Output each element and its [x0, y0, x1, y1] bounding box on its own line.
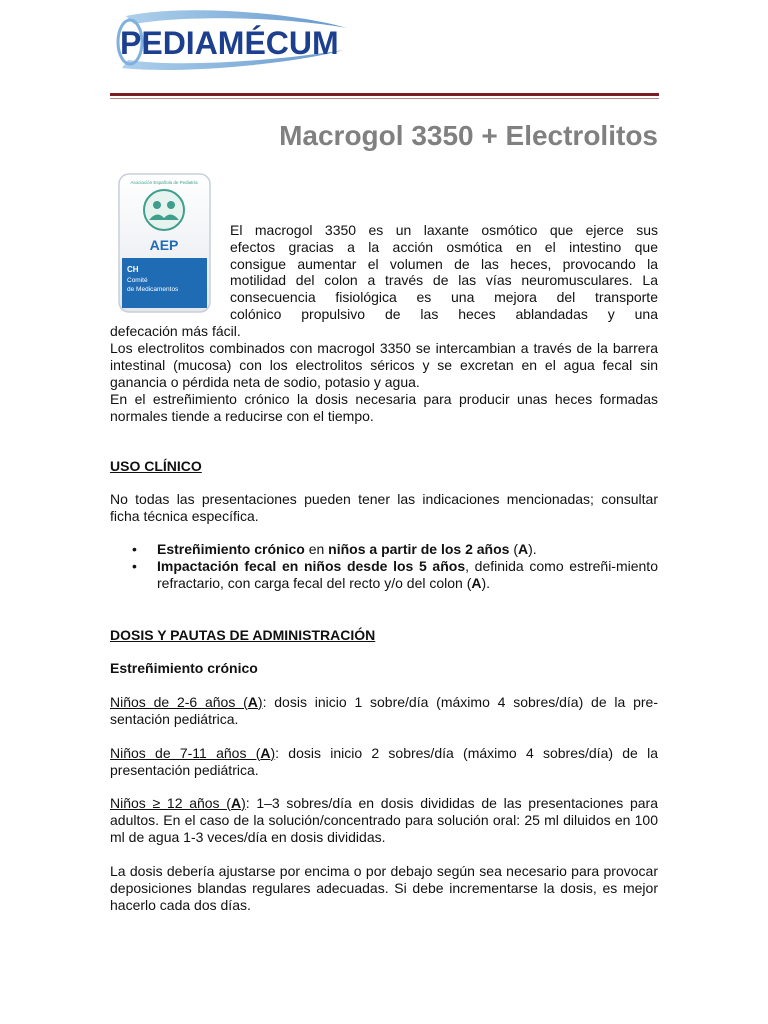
evidence-grade: A [230, 795, 242, 811]
intro-tail: defecación más fácil. [110, 323, 241, 339]
dose-text: : 1–3 sobres/día en dosis divididas de las presentaciones para adultos. En el caso de la solución/concentrado para solución oral: 25 ml diluidos en 100 ml de agua 1-3 veces/día en dosis divididas. [110, 795, 658, 845]
badge-acronym: AEP [149, 237, 179, 253]
list-item [110, 558, 658, 592]
indication-age: niños a partir de los 2 años [328, 541, 510, 557]
indication-text: ). [481, 575, 491, 591]
dose-label-end: ) [241, 795, 246, 811]
list-item [110, 541, 658, 558]
dose-group-label [110, 795, 246, 811]
indication-name: Impactación fecal en niños desde los 5 años [157, 558, 466, 574]
intro-line: efectos gracias a la acción osmótica en el intestino que [230, 238, 658, 255]
dose-label-text: Niños de 7-11 años ( [110, 745, 261, 761]
intro-line: consigue aumentar el volumen de las heces, provocando la [230, 255, 658, 272]
dose-group-label [110, 745, 275, 761]
indication-name: Estreñimiento crónico [157, 541, 305, 557]
subheading-estrenimiento: Estreñimiento crónico [110, 660, 258, 676]
intro-line: colónico propulsivo de las heces ablandadas y una [230, 305, 658, 322]
intro-line: motilidad del colon a través de las vías neuromusculares. La [230, 272, 658, 289]
dose-group-label [110, 694, 263, 710]
dose-label-end: ) [257, 694, 263, 710]
bullet-icon: • [132, 558, 137, 574]
dose-group-2-6 [110, 694, 658, 728]
dose-group-12-plus [110, 795, 658, 845]
section-heading-dosis: DOSIS Y PAUTAS DE ADMINISTRACIÓN [110, 627, 376, 643]
badge-line1: Comité [127, 277, 148, 284]
indication-text: ( [509, 541, 519, 557]
header-rule-thin [110, 98, 659, 99]
header-rule [110, 93, 659, 96]
evidence-grade: A [247, 694, 258, 710]
aep-badge [117, 172, 212, 314]
page-title: Macrogol 3350 + Electrolitos [279, 120, 658, 151]
evidence-grade: A [260, 745, 271, 761]
section-heading-uso-clinico: USO CLÍNICO [110, 458, 202, 474]
indication-text: , definida como estreñi-miento refractario, con carga fecal del recto y/o del colon ( [157, 558, 658, 591]
indication-text: ). [528, 541, 537, 557]
badge-org-text: Asociación Española de Pediatría [130, 180, 198, 185]
uso-note: No todas las presentaciones pueden tener las indicaciones mencionadas; consultar ficha técnica específica. [110, 491, 658, 524]
intro-paragraph [230, 222, 658, 323]
badge-ch: CH [127, 265, 139, 274]
dose-group-7-11 [110, 745, 658, 779]
pediamecum-logo [112, 10, 362, 72]
intro-line: El macrogol 3350 es un laxante osmótico que ejerce sus [230, 222, 658, 238]
dose-label-text: Niños de 2-6 años ( [110, 694, 248, 710]
bullet-icon: • [132, 541, 137, 557]
dose-label-text: Niños ≥ 12 años ( [110, 795, 231, 811]
dose-label-end: ) [270, 745, 276, 761]
evidence-grade: A [518, 541, 529, 557]
indication-text: en [304, 541, 329, 557]
dose-adjustment-paragraph: La dosis debería ajustarse por encima o por debajo según sea necesario para provocar deposiciones blandas regulares adecuadas. Si debe incrementarse la dosis, es mejor hacerlo cada dos días. [110, 863, 658, 913]
dose-text: : dosis inicio 2 sobres/día (máximo 4 sobres/día) de la presentación pediátrica. [110, 745, 658, 778]
logo-text: PEDIAMÉCUM [120, 25, 339, 61]
dose-text: : dosis inicio 1 sobre/día (máximo 4 sobres/día) de la pre-sentación pediátrica. [110, 694, 658, 727]
chronic-paragraph: En el estreñimiento crónico la dosis necesaria para producir unas heces formadas normales tiende a reducirse con el tiempo. [110, 391, 658, 424]
badge-line2: de Medicamentos [127, 286, 179, 293]
electrolytes-paragraph: Los electrolitos combinados con macrogol 3350 se intercambian a través de la barrera intestinal (mucosa) con los electrolitos séricos y se excretan en el agua fecal sin ganancia o pérdida neta de sodio, potasio y agua. [110, 340, 658, 390]
evidence-grade: A [471, 575, 482, 591]
intro-line: consecuencia fisiológica es una mejora del transporte [230, 289, 658, 306]
indications-list [110, 541, 658, 592]
